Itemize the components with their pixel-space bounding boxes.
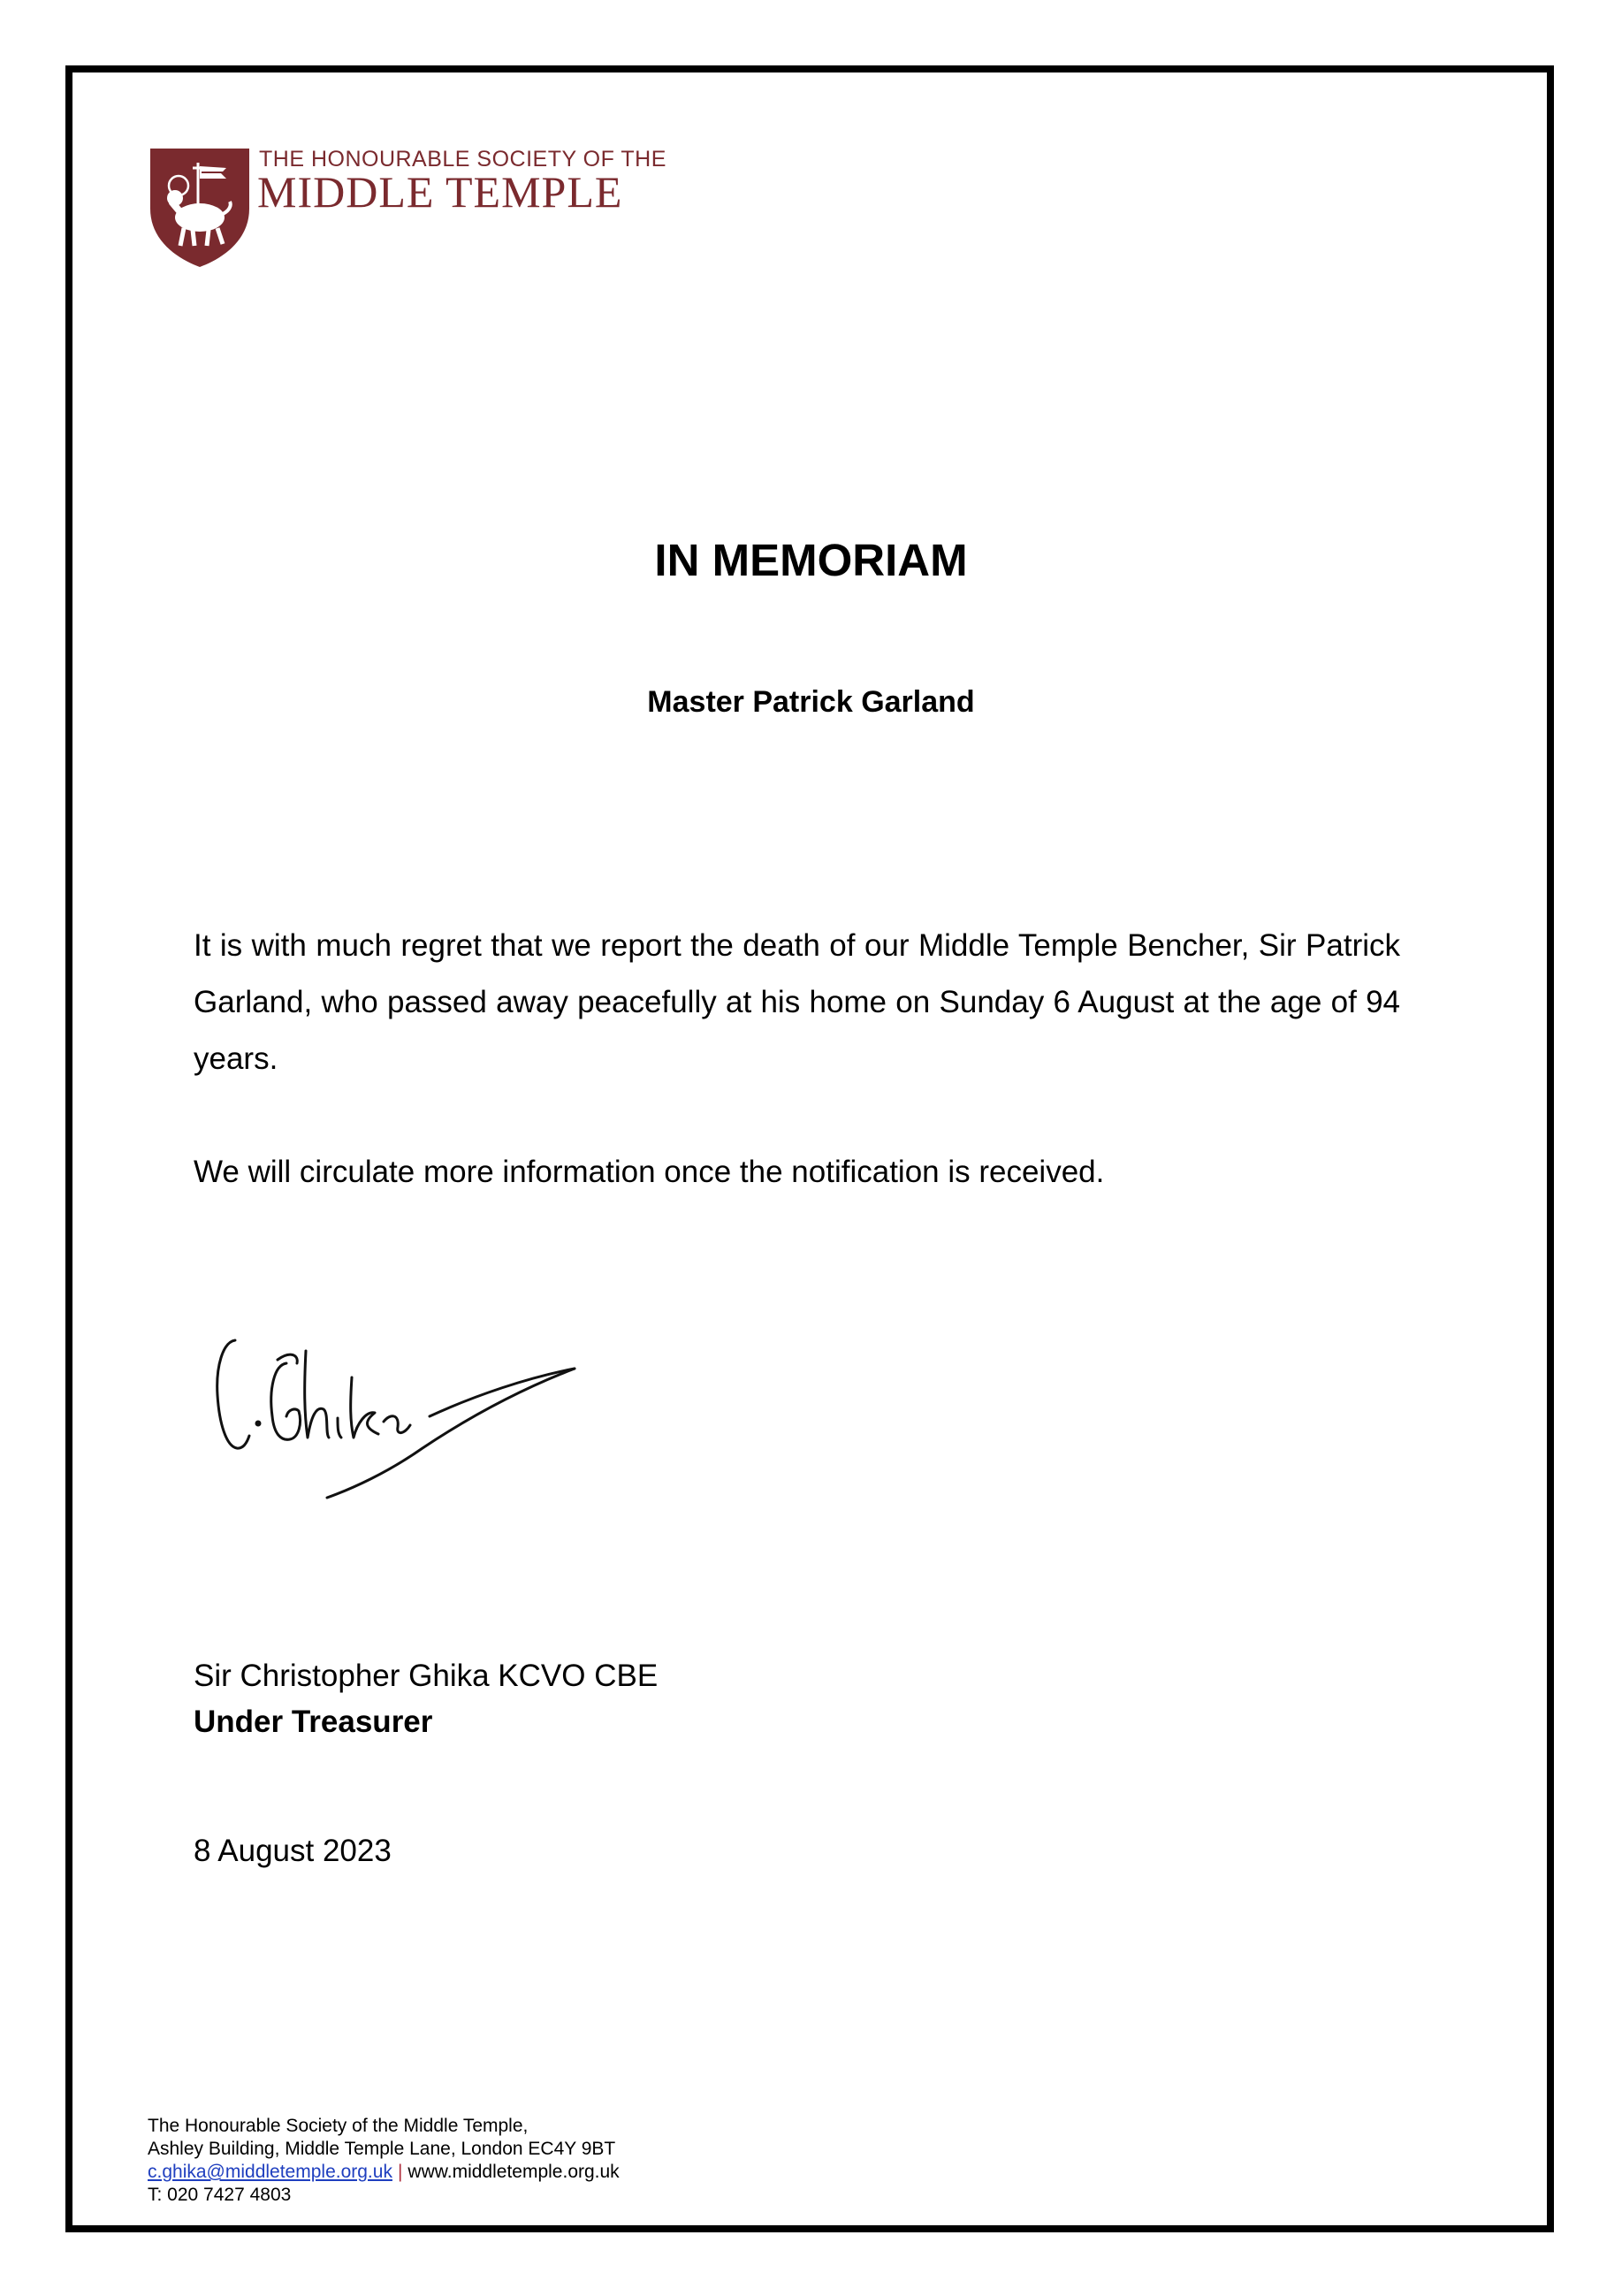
footer-phone: T: 020 7427 4803 <box>148 2185 292 2205</box>
body-paragraph-2: We will circulate more information once the notification is received. <box>194 1155 1105 1189</box>
footer-website-link[interactable]: www.middletemple.org.uk <box>407 2162 620 2182</box>
logo-line-1: THE HONOURABLE SOCIETY OF THE <box>259 147 666 172</box>
lamb-shield-icon <box>148 147 251 269</box>
footer-separator: | <box>397 2162 403 2182</box>
footer-contact-line <box>148 2161 620 2184</box>
footer-email-link[interactable]: c.ghika@middletemple.org.uk <box>148 2162 392 2182</box>
body-paragraph-1: It is with much regret that we report the death of our Middle Temple Bencher, Sir Patrick Garland, who passed away peacefully at his home on Sunday 6 August at the age of 94 years. <box>194 928 1400 1076</box>
page-title: IN MEMORIAM <box>654 535 968 585</box>
letter-date: 8 August 2023 <box>194 1834 392 1868</box>
footer <box>148 2115 620 2207</box>
footer-address-line-1: The Honourable Society of the Middle Temple, <box>148 2116 529 2136</box>
signatory-title: Under Treasurer <box>194 1705 433 1739</box>
page-subtitle: Master Patrick Garland <box>647 685 975 719</box>
footer-address-line-2: Ashley Building, Middle Temple Lane, London EC4Y 9BT <box>148 2139 616 2159</box>
handwritten-signature <box>210 1324 582 1510</box>
signatory-name: Sir Christopher Ghika KCVO CBE <box>194 1659 659 1693</box>
middle-temple-logo <box>148 147 666 271</box>
logo-line-2: MIDDLE TEMPLE <box>257 167 623 217</box>
